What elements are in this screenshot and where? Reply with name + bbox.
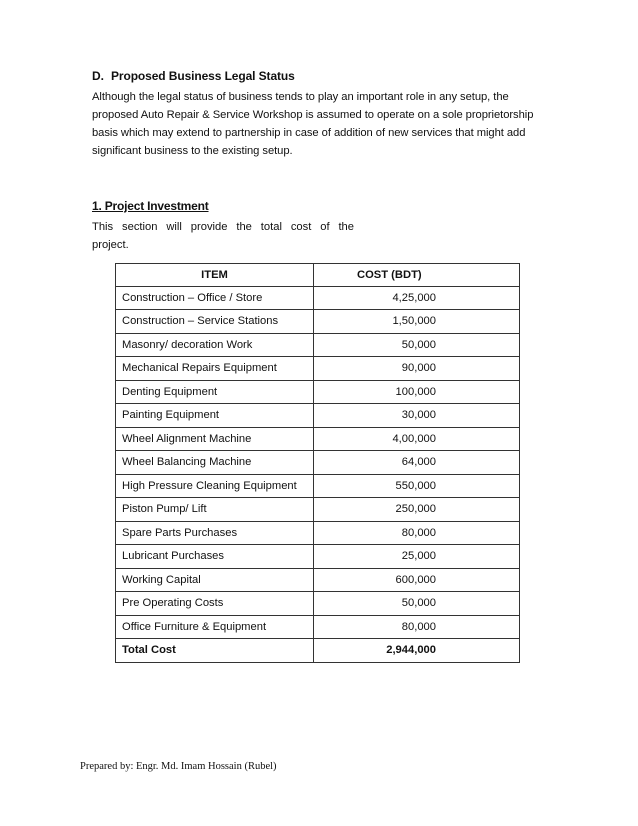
item-cell: Construction – Service Stations <box>116 310 314 334</box>
item-cell: Spare Parts Purchases <box>116 521 314 545</box>
intro-line: project. <box>92 239 129 251</box>
project-investment-intro <box>92 218 362 254</box>
table-row <box>116 521 520 545</box>
legal-status-paragraph <box>92 88 562 160</box>
item-cell: Wheel Balancing Machine <box>116 451 314 475</box>
cost-cell: 4,00,000 <box>314 427 520 451</box>
table-row <box>116 357 520 381</box>
table-row <box>116 404 520 428</box>
table-row <box>116 615 520 639</box>
cost-column-header: COST (BDT) <box>314 264 520 287</box>
cost-cell: 64,000 <box>314 451 520 475</box>
paragraph-line: proposed Auto Repair & Service Workshop is assumed to operate on a sole proprietorship <box>92 109 534 121</box>
cost-cell: 50,000 <box>314 592 520 616</box>
project-investment-heading: 1. Project Investment <box>92 199 209 213</box>
table-row <box>116 333 520 357</box>
section-d-title: Proposed Business Legal Status <box>111 69 295 83</box>
section-d-heading <box>92 69 295 83</box>
item-cell: Piston Pump/ Lift <box>116 498 314 522</box>
total-row <box>116 639 520 663</box>
table-row <box>116 310 520 334</box>
item-cell: Wheel Alignment Machine <box>116 427 314 451</box>
paragraph-line: Although the legal status of business tends to play an important role in any setup, the <box>92 91 509 103</box>
page-footer: Prepared by: Engr. Md. Imam Hossain (Rubel) <box>80 761 277 772</box>
item-cell: Working Capital <box>116 568 314 592</box>
section-d-number: D. <box>92 69 104 83</box>
intro-line: This section will provide the total cost of the <box>92 221 354 233</box>
item-cell: Office Furniture & Equipment <box>116 615 314 639</box>
cost-cell: 4,25,000 <box>314 286 520 310</box>
cost-cell: 250,000 <box>314 498 520 522</box>
table-header-row <box>116 264 520 287</box>
item-cell: Pre Operating Costs <box>116 592 314 616</box>
table-row <box>116 545 520 569</box>
table-row <box>116 498 520 522</box>
cost-cell: 550,000 <box>314 474 520 498</box>
table-row <box>116 286 520 310</box>
cost-cell: 80,000 <box>314 521 520 545</box>
cost-cell: 100,000 <box>314 380 520 404</box>
table-row <box>116 592 520 616</box>
cost-cell: 30,000 <box>314 404 520 428</box>
item-cell: Painting Equipment <box>116 404 314 428</box>
item-cell: Construction – Office / Store <box>116 286 314 310</box>
table-row <box>116 568 520 592</box>
item-cell: Masonry/ decoration Work <box>116 333 314 357</box>
table-row <box>116 474 520 498</box>
cost-cell: 80,000 <box>314 615 520 639</box>
item-cell: Mechanical Repairs Equipment <box>116 357 314 381</box>
cost-cell: 1,50,000 <box>314 310 520 334</box>
total-label-cell: Total Cost <box>116 639 314 663</box>
paragraph-line: basis which may extend to partnership in case of addition of new services that might add <box>92 127 526 139</box>
table-row <box>116 451 520 475</box>
cost-cell: 25,000 <box>314 545 520 569</box>
item-cell: High Pressure Cleaning Equipment <box>116 474 314 498</box>
table-row <box>116 380 520 404</box>
item-column-header: ITEM <box>116 264 314 287</box>
cost-cell: 90,000 <box>314 357 520 381</box>
cost-cell: 600,000 <box>314 568 520 592</box>
total-cost-cell: 2,944,000 <box>314 639 520 663</box>
item-cell: Lubricant Purchases <box>116 545 314 569</box>
table-row <box>116 427 520 451</box>
item-cell: Denting Equipment <box>116 380 314 404</box>
investment-cost-table <box>115 263 520 663</box>
paragraph-line: significant business to the existing setup. <box>92 145 293 157</box>
cost-cell: 50,000 <box>314 333 520 357</box>
